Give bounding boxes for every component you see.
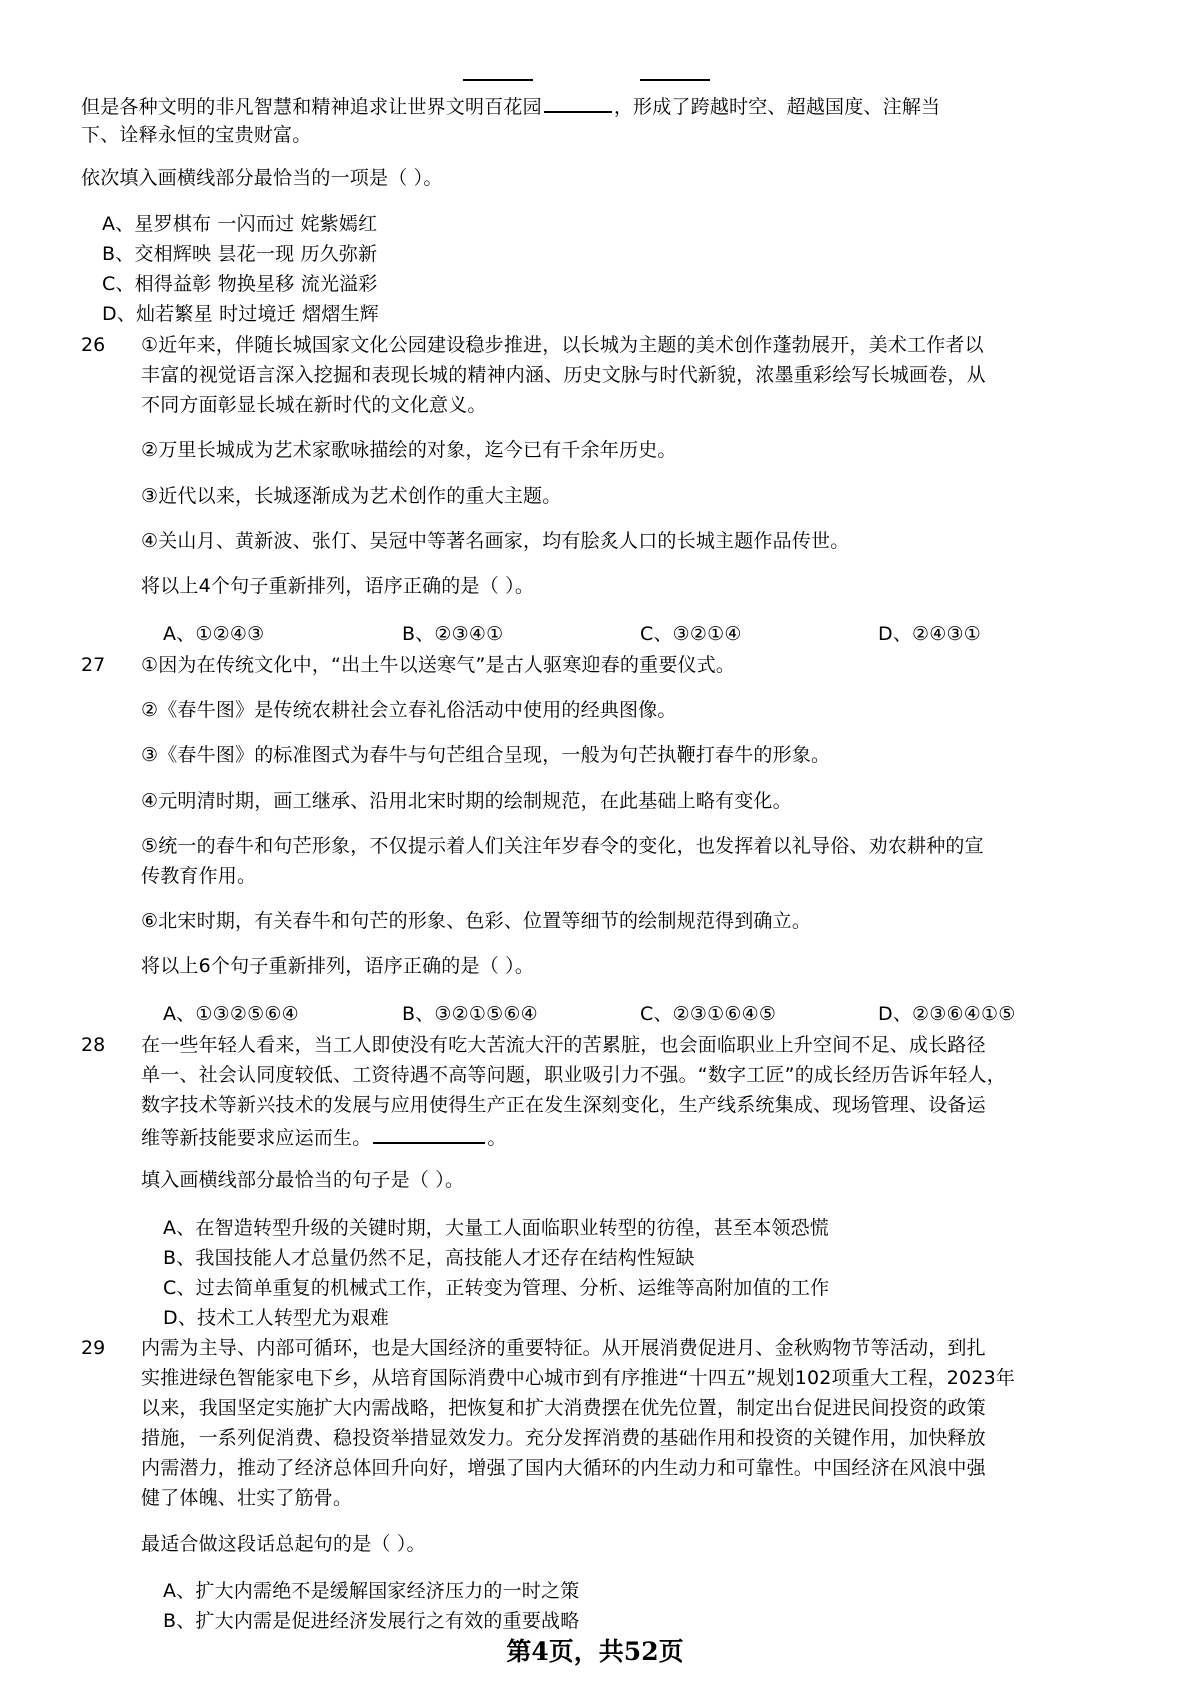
q28-option-d[interactable]: D、技术工人转型尤为艰难 — [163, 1307, 390, 1329]
answer-blank — [544, 93, 612, 113]
page-footer: 第4页，共52页 — [506, 1637, 684, 1666]
answer-blank — [463, 79, 533, 81]
q29-option-a[interactable]: A、扩大内需绝不是缓解国家经济压力的一时之策 — [163, 1580, 580, 1602]
q25-text-line: 下、诠释永恒的宝贵财富。 — [81, 124, 312, 146]
q26-sentence-1: 不同方面彰显长城在新时代的文化意义。 — [141, 394, 487, 416]
q28-option-c[interactable]: C、过去简单重复的机械式工作，正转变为管理、分析、运维等高附加值的工作 — [163, 1277, 830, 1299]
q27-sentence-3: ③《春牛图》的标准图式为春牛与句芒组合呈现，一般为句芒执鞭打春牛的形象。 — [141, 744, 831, 766]
q29-text-line: 内需潜力，推动了经济总体回升向好，增强了国内大循环的内生动力和可靠性。中国经济在风浪中强 — [141, 1457, 986, 1479]
q29-prompt: 最适合做这段话总起句的是（ ）。 — [141, 1533, 426, 1555]
q27-option-a[interactable]: A、①③②⑤⑥④ — [163, 1003, 299, 1025]
q28-prompt: 填入画横线部分最恰当的句子是（ ）。 — [141, 1169, 465, 1191]
q26-sentence-2: ②万里长城成为艺术家歌咏描绘的对象，迄今已有千余年历史。 — [141, 439, 677, 461]
q25-prompt: 依次填入画横线部分最恰当的一项是（ ）。 — [81, 167, 443, 189]
q25-text-line — [81, 93, 940, 118]
q25-option-a[interactable]: A、星罗棋布 一闪而过 姹紫嫣红 — [102, 213, 378, 235]
q26-option-b[interactable]: B、②③④① — [402, 623, 504, 645]
q26-sentence-4: ④关山月、黄新波、张仃、吴冠中等著名画家，均有脍炙人口的长城主题作品传世。 — [141, 530, 850, 552]
q27-option-b[interactable]: B、③②①⑤⑥④ — [402, 1003, 538, 1025]
q26-sentence-1: 丰富的视觉语言深入挖掘和表现长城的精神内涵、历史文脉与时代新貌，浓墨重彩绘写长城画卷，从 — [141, 364, 986, 386]
question-number: 29 — [81, 1337, 106, 1359]
question-number: 26 — [81, 334, 106, 356]
question-number: 27 — [81, 654, 106, 676]
q26-option-d[interactable]: D、②④③① — [878, 623, 981, 645]
q26-prompt: 将以上4个句子重新排列，语序正确的是（ ）。 — [141, 575, 535, 597]
q29-text-line: 实推进绿色智能家电下乡，从培育国际消费中心城市到有序推进“十四五”规划102项重大工程，2023年 — [141, 1367, 1016, 1389]
q26-option-a[interactable]: A、①②④③ — [163, 623, 265, 645]
q29-text-line: 措施，一系列促消费、稳投资举措显效发力。充分发挥消费的基础作用和投资的关键作用，加快释放 — [141, 1427, 986, 1449]
q27-option-c[interactable]: C、②③①⑥④⑤ — [640, 1003, 777, 1025]
q29-text-line: 健了体魄、壮实了筋骨。 — [141, 1487, 353, 1509]
q27-prompt: 将以上6个句子重新排列，语序正确的是（ ）。 — [141, 955, 535, 977]
q27-sentence-6: ⑥北宋时期，有关春牛和句芒的形象、色彩、位置等细节的绘制规范得到确立。 — [141, 910, 812, 932]
q28-text-line — [141, 1124, 507, 1149]
q25-text-part: ，形成了跨越时空、超越国度、注解当 — [613, 96, 941, 118]
q28-text-line: 在一些年轻人看来，当工人即使没有吃大苦流大汗的苦累脏，也会面临职业上升空间不足、成长路径 — [141, 1034, 986, 1056]
q25-text-part: 但是各种文明的非凡智慧和精神追求让世界文明百花园 — [81, 96, 542, 118]
q28-text-part: 。 — [487, 1127, 507, 1149]
q27-sentence-2: ②《春牛图》是传统农耕社会立春礼俗活动中使用的经典图像。 — [141, 699, 677, 721]
q28-option-a[interactable]: A、在智造转型升级的关键时期，大量工人面临职业转型的彷徨，甚至本领恐慌 — [163, 1217, 829, 1239]
q28-text-part: 维等新技能要求应运而生。 — [141, 1127, 372, 1149]
q28-option-b[interactable]: B、我国技能人才总量仍然不足，高技能人才还存在结构性短缺 — [163, 1247, 695, 1269]
q27-option-d[interactable]: D、②③⑥④①⑤ — [878, 1003, 1016, 1025]
q27-sentence-5: ⑤统一的春牛和句芒形象，不仅提示着人们关注年岁春令的变化，也发挥着以礼导俗、劝农耕种的宣 — [141, 835, 984, 857]
q27-sentence-1: ①因为在传统文化中，“出土牛以送寒气”是古人驱寒迎春的重要仪式。 — [141, 654, 736, 676]
q25-option-c[interactable]: C、相得益彰 物换星移 流光溢彩 — [102, 273, 378, 295]
q25-option-b[interactable]: B、交相辉映 昙花一现 历久弥新 — [102, 243, 378, 265]
q25-option-d[interactable]: D、灿若繁星 时过境迁 熠熠生辉 — [102, 303, 379, 325]
q26-sentence-1: ①近年来，伴随长城国家文化公园建设稳步推进，以长城为主题的美术创作蓬勃展开，美术工作者以 — [141, 334, 984, 356]
answer-blank — [640, 79, 710, 81]
q26-sentence-3: ③近代以来，长城逐渐成为艺术创作的重大主题。 — [141, 485, 562, 507]
q28-text-line: 数字技术等新兴技术的发展与应用使得生产正在发生深刻变化，生产线系统集成、现场管理、设备运 — [141, 1094, 986, 1116]
q27-sentence-5: 传教育作用。 — [141, 865, 257, 887]
q26-option-c[interactable]: C、③②①④ — [640, 623, 742, 645]
q29-text-line: 内需为主导、内部可循环，也是大国经济的重要特征。从开展消费促进月、金秋购物节等活动，到扎 — [141, 1337, 986, 1359]
question-number: 28 — [81, 1034, 106, 1056]
q27-sentence-4: ④元明清时期，画工继承、沿用北宋时期的绘制规范，在此基础上略有变化。 — [141, 790, 792, 812]
answer-blank — [373, 1124, 485, 1144]
q28-text-line: 单一、社会认同度较低、工资待遇不高等问题，职业吸引力不强。“数字工匠”的成长经历告诉年轻人， — [141, 1064, 1006, 1086]
q29-option-b[interactable]: B、扩大内需是促进经济发展行之有效的重要战略 — [163, 1610, 580, 1632]
q29-text-line: 以来，我国坚定实施扩大内需战略，把恢复和扩大消费摆在优先位置，制定出台促进民间投资的政策 — [141, 1397, 986, 1419]
